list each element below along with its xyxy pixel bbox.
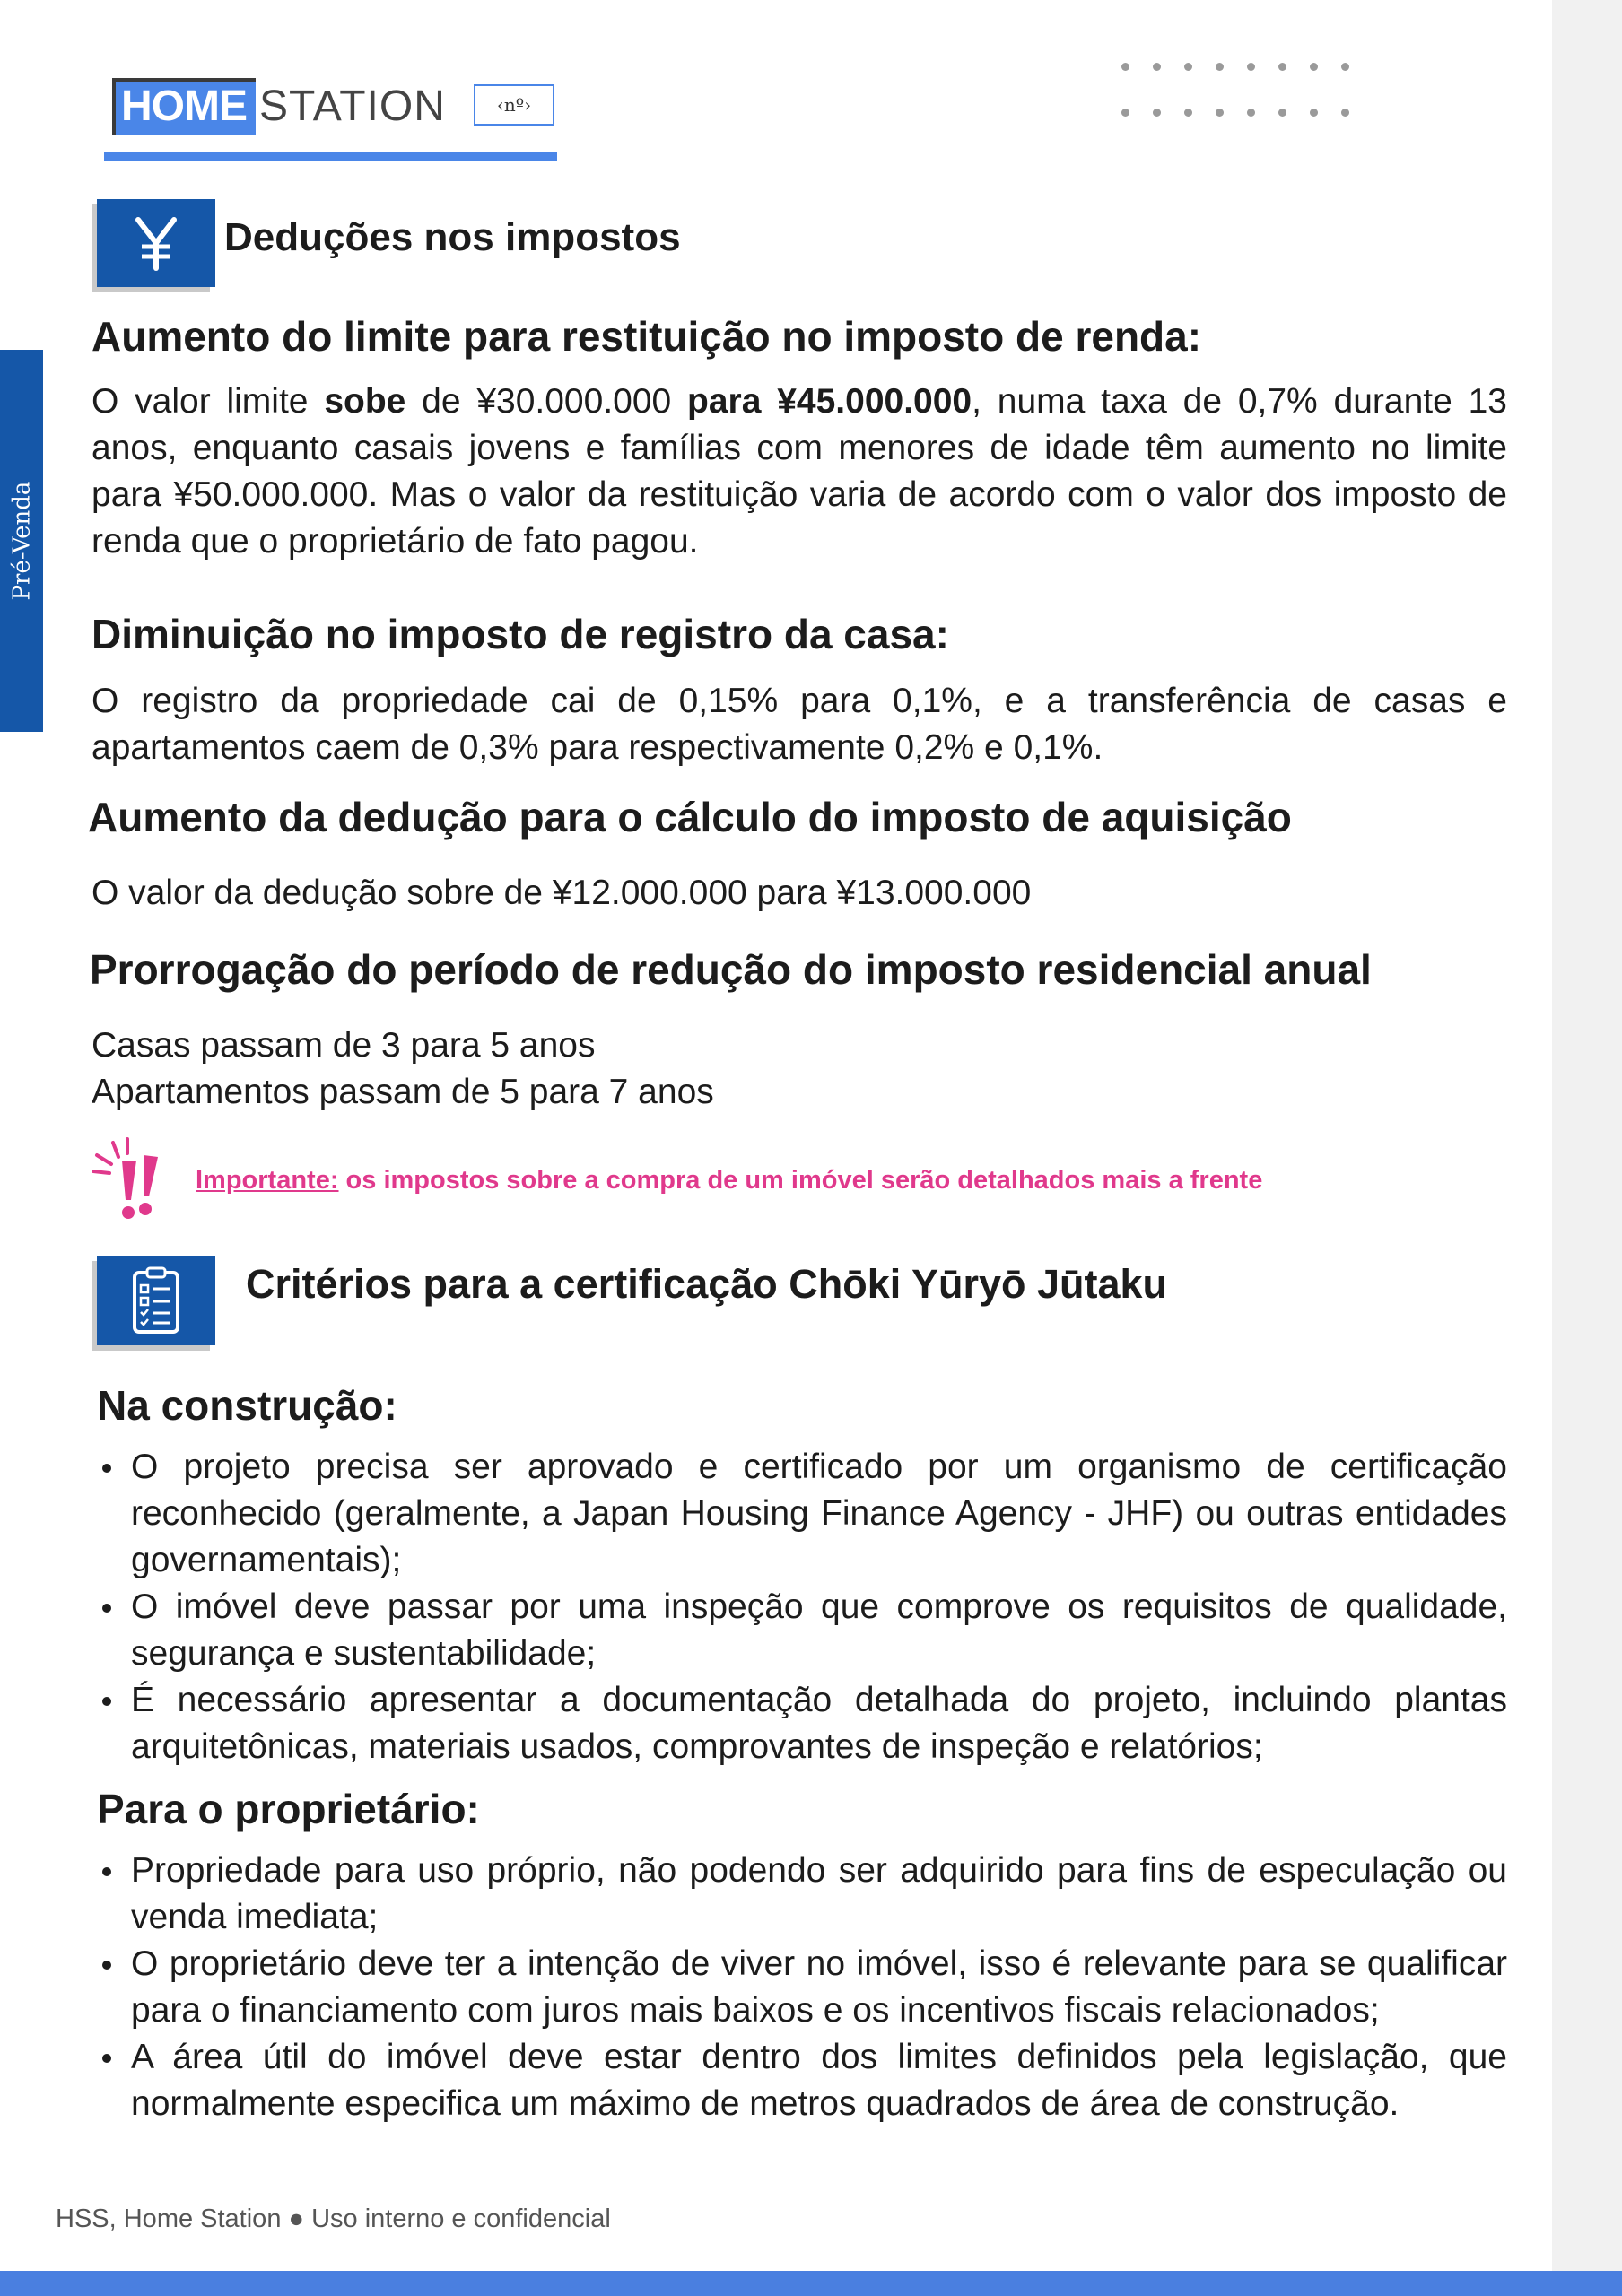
page-number-tag: ‹nº› <box>474 84 554 126</box>
list-item: A área útil do imóvel deve estar dentro dos limites definidos pela legislação, que normalmente especifica um máximo de metros quadrados de área de construção. <box>92 2034 1507 2127</box>
section-title-criterios: Critérios para a certificação Chōki Yūryō Jūtaku <box>246 1261 1168 1307</box>
exclamation-alert-icon <box>90 1137 176 1223</box>
logo-underline <box>104 152 557 161</box>
list-item: O imóvel deve passar por uma inspeção que comprove os requisitos de qualidade, segurança e sustentabilidade; <box>92 1584 1507 1677</box>
clipboard-checklist-icon <box>97 1256 215 1345</box>
home-station-logo <box>112 70 446 142</box>
list-item: É necessário apresentar a documentação detalhada do projeto, incluindo plantas arquitetônicas, materiais usados, comprovantes de inspeção e relatórios; <box>92 1677 1507 1770</box>
side-tab-pre-venda <box>0 350 43 732</box>
list-item: O proprietário deve ter a intenção de viver no imóvel, isso é relevante para se qualificar para o financiamento com juros mais baixos e os incentivos fiscais relacionados; <box>92 1941 1507 2034</box>
heading-imposto-aquisicao: Aumento da dedução para o cálculo do imposto de aquisição <box>88 794 1292 840</box>
logo-station-text: STATION <box>259 82 446 130</box>
heading-imposto-residencial: Prorrogação do período de redução do imposto residencial anual <box>90 946 1372 993</box>
line-apartamentos: Apartamentos passam de 5 para 7 anos <box>92 1073 714 1111</box>
bottom-accent-bar <box>0 2271 1622 2296</box>
paragraph-limite-restituicao: O valor limite sobe de ¥30.000.000 para ¥45.000.000, numa taxa de 0,7% durante 13 anos, enquanto casais jovens e famílias com menores de idade têm aumento no limite para ¥50.000.000. Mas o valor da restituição varia de acordo com o valor dos imposto de renda que o proprietário de fato pagou. <box>92 382 1507 561</box>
footer-confidential: HSS, Home Station ● Uso interno e confidencial <box>56 2205 611 2233</box>
right-margin <box>1552 0 1622 2296</box>
side-tab-label: Pré-Venda <box>8 481 35 601</box>
decorative-dot-grid <box>1121 63 1373 126</box>
heading-limite-restituicao: Aumento do limite para restituição no imposto de renda: <box>92 313 1202 360</box>
heading-para-proprietario: Para o proprietário: <box>97 1786 480 1832</box>
list-item: Propriedade para uso próprio, não podendo ser adquirido para fins de especulação ou venda imediata; <box>92 1848 1507 1941</box>
heading-imposto-registro: Diminuição no imposto de registro da casa: <box>92 611 949 657</box>
list-proprietario <box>92 1848 1507 2127</box>
section-title-deducoes: Deduções nos impostos <box>224 215 681 259</box>
paragraph-imposto-registro: O registro da propriedade cai de 0,15% para 0,1%, e a transferência de casas e apartamentos caem de 0,3% para respectivamente 0,2% e 0,1%. <box>92 682 1507 767</box>
yen-icon <box>97 199 215 287</box>
logo-home-text: HOME <box>112 78 256 135</box>
line-casas: Casas passam de 3 para 5 anos <box>92 1026 596 1065</box>
heading-na-construcao: Na construção: <box>97 1382 397 1429</box>
list-item: O projeto precisa ser aprovado e certificado por um organismo de certificação reconhecido (geralmente, a Japan Housing Finance Agency - JHF) ou outras entidades governamentais); <box>92 1444 1507 1584</box>
paragraph-imposto-aquisicao: O valor da dedução sobre de ¥12.000.000 para ¥13.000.000 <box>92 874 1032 912</box>
list-construcao <box>92 1444 1507 1770</box>
important-text: Importante: os impostos sobre a compra de um imóvel serão detalhados mais a frente <box>196 1165 1263 1195</box>
important-note <box>90 1137 1262 1223</box>
